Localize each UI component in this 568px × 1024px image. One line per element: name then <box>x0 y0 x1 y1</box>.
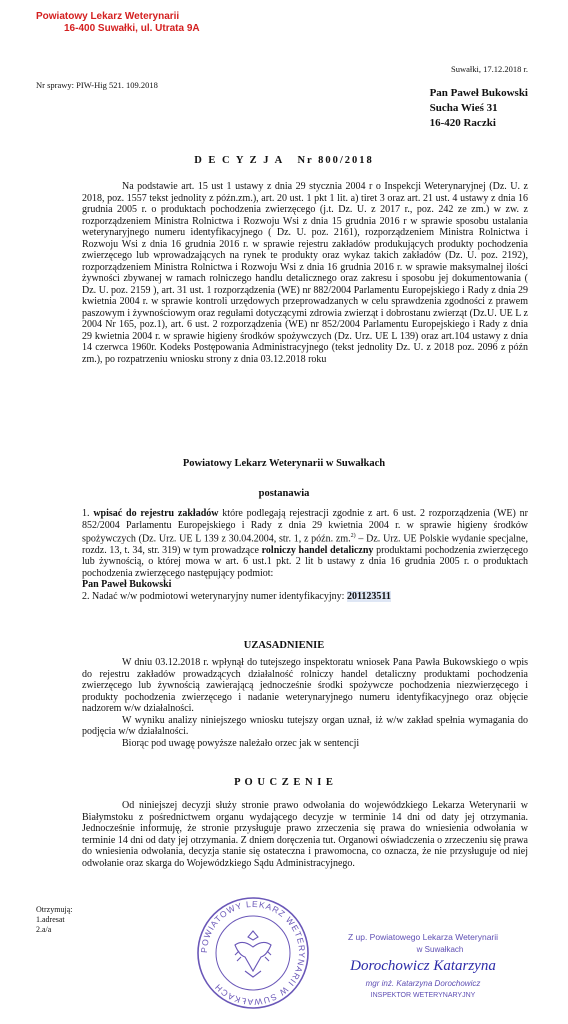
point-2 <box>82 591 528 603</box>
recipient-street: Sucha Wieś 31 <box>429 102 498 114</box>
handwritten-signature: Dorochowicz Katarzyna <box>350 958 496 974</box>
svg-text:POWIATOWY LEKARZ WETERYNARII W <box>199 899 307 1007</box>
point-1-bold-a: wpisać do rejestru zakładów <box>93 508 219 519</box>
letterhead-address: 16-400 Suwałki, ul. Utrata 9A <box>64 23 200 34</box>
point-1-bold-b: rolniczy handel detaliczny <box>261 544 374 556</box>
point-1-subject: Pan Paweł Bukowski <box>82 579 172 591</box>
signature-stamp-line-4: INSPEKTOR WETERYNARYJNY <box>370 992 476 999</box>
distribution-item-1: 1.adresat <box>36 915 65 924</box>
point-1-number: 1. <box>82 508 90 519</box>
distribution-label: Otrzymują: <box>36 905 73 914</box>
signature-stamp <box>318 926 528 1012</box>
letterhead-title: Powiatowy Lekarz Weterynarii <box>36 11 180 22</box>
round-official-stamp <box>195 895 311 1011</box>
eagle-emblem-icon <box>235 931 271 977</box>
vet-id-number: 201123511 <box>346 590 391 602</box>
resolves-heading: postanawia <box>258 488 310 499</box>
point-1-text-a: które podlegają rejestracji zgodnie z art. 6 ust. 2 rozporządzenia (WE) nr 852/2004 Parlamentu Europejskiego i Rady z dnia 29 kwietnia 2004 r. w sprawie higieny środków spożywczych (Dz. Urz. UE L 139 z 30.04.2004, str. 1, z późn. zm. <box>82 508 529 545</box>
instruction-heading: P O U C Z E N I E <box>234 777 334 788</box>
recipient-name: Pan Paweł Bukowski <box>429 87 528 99</box>
signature-stamp-line-3: mgr inż. Katarzyna Dorochowicz <box>365 979 481 988</box>
distribution-item-2: 2.a/a <box>36 925 52 934</box>
instruction-paragraph: Od niniejszej decyzji służy stronie prawo odwołania do wojewódzkiego Lekarza Weterynarii w Białymstoku z pośrednictwem organu wydającego decyzje w terminie 14 dni od daty jej otrzymania. Jednocześnie informuję, że stronie przysługuje prawo zrzeczenia się prawa do wniesienia odwołania w terminie 14 dni od daty jej otrzymania. Z dniem doręczenia tut. Organowi oświadczenia o zrzeczeniu się prawa do wniesienia odwołania, decyzja stanie się ostateczna i prawomocna, co oznacza, że nie przysługuje od niej odwołanie oraz skarga do Wojewódzkiego Sądu Administracyjnego. <box>82 800 528 869</box>
round-stamp-text: POWIATOWY LEKARZ WETERYNARII W SUWAŁKACH <box>198 898 308 1008</box>
recipient-block <box>430 86 528 131</box>
distribution-list <box>36 905 72 935</box>
point-1-text-b: – Dz. Urz. UE Polskie wydanie specjalne, rozdz. 13, t. 34, str. 319) w tym prowadzące <box>82 533 528 556</box>
legal-basis-paragraph: Na podstawie art. 15 ust 1 ustawy z dnia 29 stycznia 2004 r o Inspekcji Weterynaryjnej (Dz. U. z 2018, poz. 1557 tekst jednolity z późn.zm.), art. 20 ust. 1 pkt 1 lit. a) tiret 3 oraz art. 21 ust. 4 ustawy z dnia 16 grudnia 2005 r. o produktach pochodzenia zwierzęcego (j.t. Dz. U. z 2017 r., poz. 242 ze zm.) w zw. z rozporządzeniem Ministra Rolnictwa i Rozwoju Wsi z dnia 15 grudnia 2016 r w sprawie sposobu ustalania weterynaryjnego numeru identyfikacyjnego ( Dz. U. poz. 2161), rozporządzeniem Ministra Rolnictwa i Rozwoju Wsi z dnia 16 grudnia 2016 r. w sprawie rejestru zakładów produkujących produkty pochodzenia zwierzęcego lub wprowadzających na rynek te produkty oraz wykaz takich zakładów (Dz. U. poz. 2192), rozporządzeniem Ministra Rolnictwa i Rozwoju Wsi z dnia 16 grudnia 2016 r. w sprawie maksymalnej ilości żywności zbywanej w ramach rolniczego handlu detalicznego oraz zakresu i sposobu jej dokumentowania ( Dz. U. poz. 2159 ), art. 31 ust. 1 rozporządzenia (WE) nr 882/2004 Parlamentu Europejskiego i Rady z dnia 29 kwietnia 2004 r. w sprawie kontroli urzędowych przeprowadzanych w celu sprawdzenia zgodności z prawem paszowym i żywnościowym oraz regułami dotyczącymi zdrowia zwierząt i dobrostanu zwierząt (Dz.U. UE L z 2004 Nr 165, poz.1), art. 6 ust. 2 rozporządzenia (WE) nr 852/2004 Parlamentu Europejskiego i Rady z dnia 29 kwietnia 2004 r. w sprawie higieny środków spożywczych (Dz. Urz. UE L 139) oraz art.104 ustawy z dnia 14 czerwca 1960r. Kodeks Postępowania Administracyjnego (tekst jednolity Dz. U. z 2018 poz. 2096 z późn zm.), po rozpatrzeniu wniosku strony z dnia 03.12.2018 roku <box>82 181 528 365</box>
justification-paragraph-2: W wyniku analizy niniejszego wniosku tutejszy organ uznał, iż w/w zakład spełnia wymagania do podjęcia w/w działalności. <box>82 714 528 737</box>
signature-stamp-line-2: w Suwałkach <box>416 945 464 954</box>
decision-title: D E C Y Z J A Nr 800/2018 <box>194 155 374 166</box>
point-1-text-c: produktami pochodzenia zwierzęcego lub żywnością, o której mowa w art. 6 ust.1 pkt. 2 lit b ustawy z dnia 16 grudnia 2005 r. o produktach pochodzenia zwierzęcego następujący podmiot: <box>82 544 528 579</box>
justification-block <box>82 657 528 749</box>
point-2-text: 2. Nadać w/w podmiotowi weterynaryjny numer identyfikacyjny: <box>82 590 347 602</box>
signature-stamp-line-1: Z up. Powiatowego Lekarza Weterynarii <box>347 932 499 942</box>
justification-heading: UZASADNIENIE <box>243 640 325 651</box>
justification-paragraph-1: W dniu 03.12.2018 r. wpłynął do tutejszego inspektoratu wniosek Pana Pawła Bukowskiego o wpis do rejestru zakładów prowadzących działalność rolniczy handel detaliczny produktami pochodzenia zwierzęcego lub żywnością zawierającą jednocześnie środki spożywcze pochodzenia niezwierzęcego i produkty pochodzenia zwierzęcego i nadanie weterynaryjnego numeru identyfikacyjnego oraz objęcie nadzorem w/w działalności. <box>82 657 528 714</box>
case-number: Nr sprawy: PIW-Hig 521. 109.2018 <box>36 80 158 90</box>
place-date: Suwałki, 17.12.2018 r. <box>451 64 528 74</box>
point-1 <box>82 508 528 602</box>
letterhead <box>36 11 200 35</box>
footnote-ref: 2) <box>350 533 356 539</box>
recipient-city: 16-420 Raczki <box>429 117 496 129</box>
authority-name: Powiatowy Lekarz Weterynarii w Suwałkach <box>182 458 386 469</box>
justification-paragraph-3: Biorąc pod uwagę powyższe należało orzec jak w sentencji <box>122 737 360 749</box>
